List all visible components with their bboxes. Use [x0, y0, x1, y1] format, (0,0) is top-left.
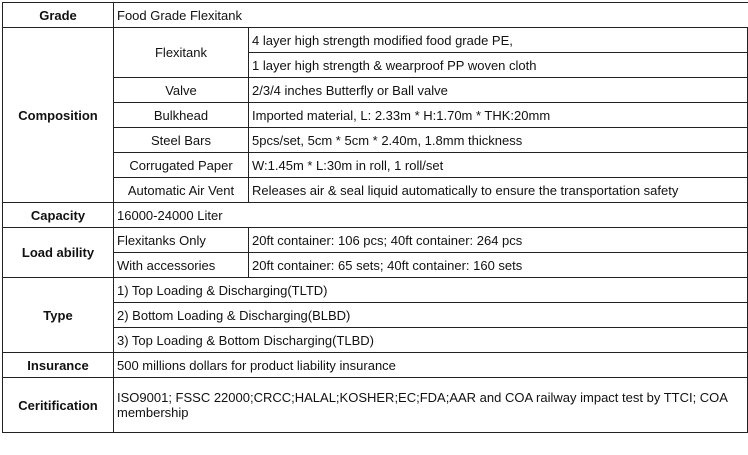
row-load-with-accessories	[3, 253, 748, 278]
value-capacity: 16000-24000 Liter	[114, 203, 748, 228]
row-composition-corrugated-paper	[3, 153, 748, 178]
value-insurance: 500 millions dollars for product liability insurance	[114, 353, 748, 378]
composition-name-steel-bars: Steel Bars	[114, 128, 249, 153]
row-capacity	[3, 203, 748, 228]
row-composition-valve	[3, 78, 748, 103]
composition-value-flexitank-line2: 1 layer high strength & wearproof PP woven cloth	[249, 53, 748, 78]
load-value-flexitanks-only: 20ft container: 106 pcs; 40ft container: 264 pcs	[249, 228, 748, 253]
composition-value-corrugated-paper: W:1.45m * L:30m in roll, 1 roll/set	[249, 153, 748, 178]
label-insurance: Insurance	[3, 353, 114, 378]
label-grade: Grade	[3, 3, 114, 28]
type-item-2: 2) Bottom Loading & Discharging(BLBD)	[114, 303, 748, 328]
composition-value-steel-bars: 5pcs/set, 5cm * 5cm * 2.40m, 1.8mm thickness	[249, 128, 748, 153]
composition-name-air-vent: Automatic Air Vent	[114, 178, 249, 203]
load-name-flexitanks-only: Flexitanks Only	[114, 228, 249, 253]
row-certification	[3, 378, 748, 433]
row-composition-bulkhead	[3, 103, 748, 128]
row-type-2	[3, 303, 748, 328]
row-composition-steel-bars	[3, 128, 748, 153]
value-certification: ISO9001; FSSC 22000;CRCC;HALAL;KOSHER;EC;FDA;AAR and COA railway impact test by TTCI; COA membership	[114, 378, 748, 433]
row-type-1	[3, 278, 748, 303]
label-certification: Ceritification	[3, 378, 114, 433]
label-type: Type	[3, 278, 114, 353]
composition-name-valve: Valve	[114, 78, 249, 103]
row-grade	[3, 3, 748, 28]
composition-value-bulkhead: Imported material, L: 2.33m * H:1.70m * THK:20mm	[249, 103, 748, 128]
composition-name-flexitank: Flexitank	[114, 28, 249, 78]
type-item-1: 1) Top Loading & Discharging(TLTD)	[114, 278, 748, 303]
spec-table	[2, 2, 748, 433]
load-value-with-accessories: 20ft container: 65 sets; 40ft container: 160 sets	[249, 253, 748, 278]
value-grade: Food Grade Flexitank	[114, 3, 748, 28]
label-load-ability: Load ability	[3, 228, 114, 278]
composition-value-valve: 2/3/4 inches Butterfly or Ball valve	[249, 78, 748, 103]
composition-name-corrugated-paper: Corrugated Paper	[114, 153, 249, 178]
composition-value-flexitank-line1: 4 layer high strength modified food grade PE,	[249, 28, 748, 53]
row-composition-flexitank-1	[3, 28, 748, 53]
label-composition: Composition	[3, 28, 114, 203]
row-insurance	[3, 353, 748, 378]
row-type-3	[3, 328, 748, 353]
type-item-3: 3) Top Loading & Bottom Discharging(TLBD)	[114, 328, 748, 353]
row-load-flexitanks-only	[3, 228, 748, 253]
row-composition-air-vent	[3, 178, 748, 203]
composition-value-air-vent: Releases air & seal liquid automatically to ensure the transportation safety	[249, 178, 748, 203]
load-name-with-accessories: With accessories	[114, 253, 249, 278]
composition-name-bulkhead: Bulkhead	[114, 103, 249, 128]
label-capacity: Capacity	[3, 203, 114, 228]
